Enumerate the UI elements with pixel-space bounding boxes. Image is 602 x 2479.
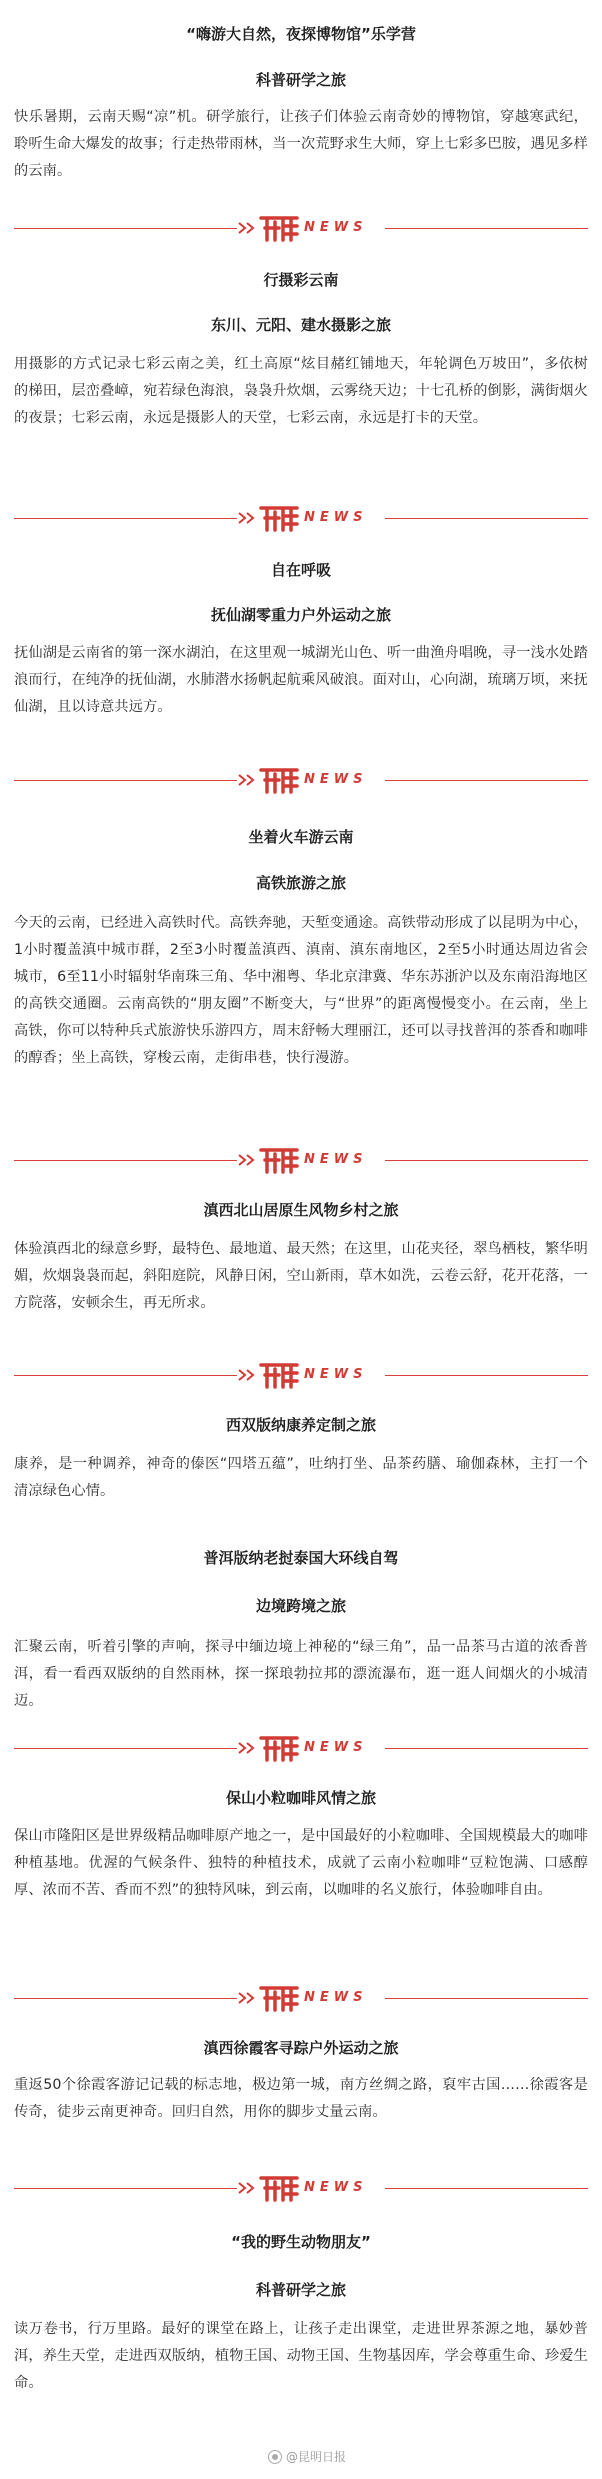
news-divider	[14, 1140, 588, 1180]
section-9-title: 滇西徐霞客寻踪户外运动之旅	[203, 2039, 399, 2057]
chevron-right-icon	[237, 1741, 257, 1755]
section-8-body: 保山市隆阳区是世界级精品咖啡原产地之一，是中国最好的小粒咖啡、全国规模最大的咖啡种植基地。优渥的气候条件、独特的种植技术，成就了云南小粒咖啡“豆粒饱满、口感醇厚、浓而不苦、香而不烈”的独特风味，到云南，以咖啡的名义旅行，体验咖啡自由。	[14, 1828, 588, 1898]
news-label: NEWS	[304, 1367, 368, 1382]
chevron-right-icon	[237, 221, 257, 235]
news-label: NEWS	[304, 510, 368, 525]
news-label: NEWS	[304, 220, 368, 235]
news-divider	[14, 2168, 588, 2208]
section-7-title: 边境跨境之旅	[255, 1597, 346, 1615]
news-logo-icon	[257, 764, 301, 796]
section-8-title: 保山小粒咖啡风情之旅	[225, 1789, 376, 1807]
section-10-kicker: “我的野生动物朋友”	[231, 2233, 371, 2251]
section-4-body: 今天的云南，已经进入高铁时代。高铁奔驰，天堑变通途。高铁带动形成了以昆明为中心，1小时覆盖滇中城市群，2至3小时覆盖滇西、滇南、滇东南地区，2至5小时通达周边省会城市，6至11小时辐射华南珠三角、华中湘粤、华北京津冀、华东苏浙沪以及东南沿海地区的高铁交通圈。云南高铁的“朋友圈”不断变大，与“世界”的距离慢慢变小。在云南，坐上高铁，你可以特种兵式旅游快乐游四方，周末舒畅大理丽江，还可以寻找普洱的茶香和咖啡的醇香；坐上高铁，穿梭云南，走街串巷，快行漫游。	[14, 915, 588, 1066]
section-2-title: 东川、元阳、建水摄影之旅	[210, 316, 391, 334]
news-divider	[14, 208, 588, 248]
section-9-body: 重返50个徐霞客游记记载的标志地，极边第一城，南方丝绸之路，裒牢古国……徐霞客是传奇，徒步云南更神奇。回归自然，用你的脚步丈量云南。	[14, 2077, 588, 2120]
news-label: NEWS	[304, 772, 368, 787]
news-divider	[14, 1728, 588, 1768]
section-1-kicker: “嗨游大自然，夜探博物馆”乐学营	[186, 25, 416, 43]
section-2-kicker: 行摄彩云南	[263, 271, 339, 289]
section-1-body: 快乐暑期，云南天赐“凉”机。研学旅行，让孩子们体验云南奇妙的博物馆，穿越寒武纪，聆听生命大爆发的故事；行走热带雨林，当一次荒野求生大师，穿上七彩多巴胺，遇见多样的云南。	[14, 109, 588, 179]
section-3-kicker: 自在呼吸	[270, 561, 331, 579]
news-logo-icon	[257, 1732, 301, 1764]
news-label: NEWS	[304, 1740, 368, 1755]
section-6-title: 西双版纳康养定制之旅	[225, 1416, 376, 1434]
news-divider	[14, 1355, 588, 1395]
news-logo-icon	[257, 2172, 301, 2204]
section-10-title: 科普研学之旅	[255, 2281, 346, 2299]
section-4-title: 高铁旅游之旅	[255, 874, 346, 892]
news-divider	[14, 760, 588, 800]
section-10-body: 读万卷书，行万里路。最好的课堂在路上，让孩子走出课堂，走进世界茶源之地，暴妙普洱，养生天堂，走进西双版纳，植物王国、动物王国、生物基因库，学会尊重生命、珍爱生命。	[14, 2321, 588, 2391]
news-divider	[14, 1978, 588, 2018]
chevron-right-icon	[237, 1153, 257, 1167]
section-5-title: 滇西北山居原生风物乡村之旅	[203, 1201, 399, 1219]
news-label: NEWS	[304, 2180, 368, 2195]
weibo-watermark-icon	[268, 2450, 282, 2464]
section-7-kicker: 普洱版纳老挝泰国大环线自驾	[203, 1549, 399, 1567]
watermark	[268, 2448, 346, 2465]
chevron-right-icon	[237, 511, 257, 525]
chevron-right-icon	[237, 1991, 257, 2005]
news-logo-icon	[257, 1359, 301, 1391]
news-label: NEWS	[304, 1990, 368, 2005]
news-logo-icon	[257, 1144, 301, 1176]
chevron-right-icon	[237, 1368, 257, 1382]
news-logo-icon	[257, 502, 301, 534]
section-4-kicker: 坐着火车游云南	[248, 828, 354, 846]
section-6-body: 康养，是一种调养，神奇的傣医“四塔五蕴”，吐纳打坐、品茶药膳、瑜伽森林，主打一个清凉绿色心情。	[14, 1456, 588, 1499]
section-2-body: 用摄影的方式记录七彩云南之美，红土高原“炫目赭红铺地天，年轮调色万坡田”，多依树的梯田，层峦叠嶂，宛若绿色海浪，袅袅升炊烟，云雾绕天边；十七孔桥的倒影，满街烟火的夜景；七彩云南，永远是摄影人的天堂，七彩云南，永远是打卡的天堂。	[14, 356, 588, 426]
news-label: NEWS	[304, 1152, 368, 1167]
section-3-title: 抚仙湖零重力户外运动之旅	[210, 606, 391, 624]
section-7-body: 汇聚云南，听着引擎的声响，探寻中缅边境上神秘的“绿三角”，品一品茶马古道的浓香普洱，看一看西双版纳的自然雨林，探一探琅勃拉邦的漂流瀑布，逛一逛人间烟火的小城清迈。	[14, 1639, 588, 1709]
watermark-text: @昆明日报	[286, 2450, 347, 2464]
news-divider	[14, 498, 588, 538]
section-5-body: 体验滇西北的绿意乡野，最特色、最地道、最天然；在这里，山花夹径，翠鸟栖枝，繁华明媚，炊烟袅袅而起，斜阳庭院，风静日闲，空山新雨，草木如洗，云卷云舒，花开花落，一方院落，安顿余生，再无所求。	[14, 1241, 588, 1311]
section-3-body: 抚仙湖是云南省的第一深水湖泊，在这里观一城湖光山色、听一曲渔舟唱晚，寻一浅水处踏浪而行，在纯净的抚仙湖，水肺潜水扬帆起航乘风破浪。面对山，心向湖，琉璃万顷，来抚仙湖，且以诗意共远方。	[14, 645, 588, 715]
section-1-title: 科普研学之旅	[255, 71, 346, 89]
chevron-right-icon	[237, 2181, 257, 2195]
news-logo-icon	[257, 212, 301, 244]
news-logo-icon	[257, 1982, 301, 2014]
chevron-right-icon	[237, 773, 257, 787]
